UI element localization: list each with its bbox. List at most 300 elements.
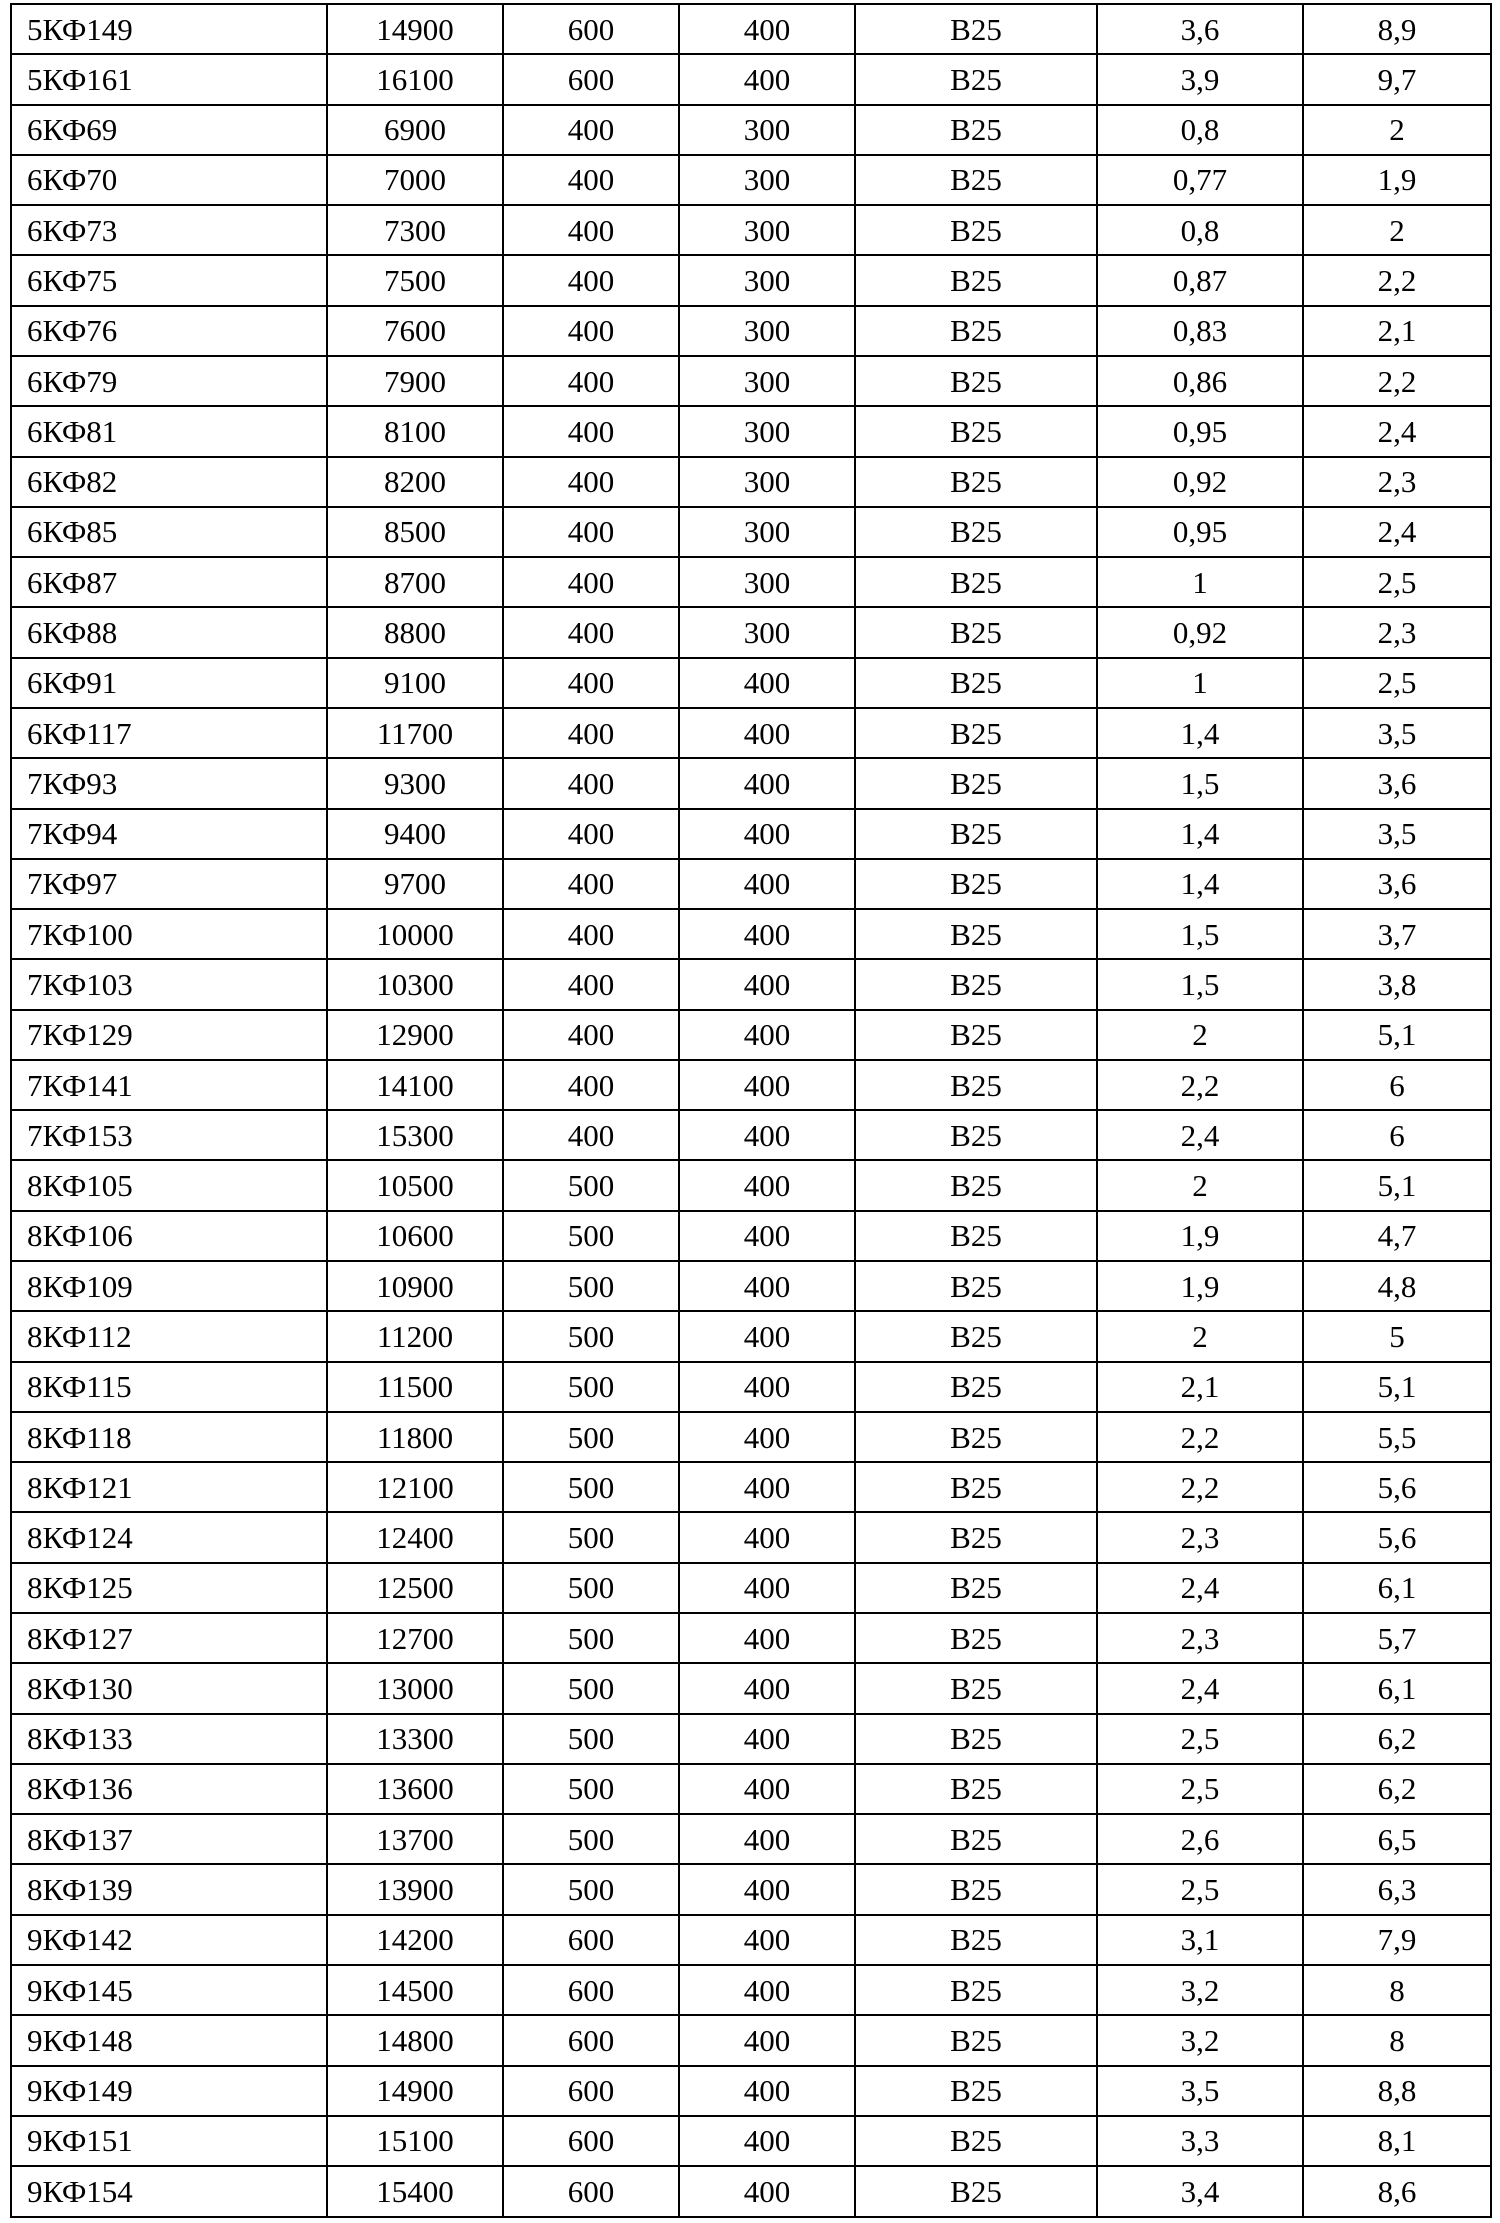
cell-concrete-class: B25 — [855, 1512, 1097, 1562]
cell-concrete-class: B25 — [855, 1261, 1097, 1311]
cell-concrete-class: B25 — [855, 909, 1097, 959]
cell-height: 400 — [679, 1010, 855, 1060]
cell-height: 400 — [679, 959, 855, 1009]
cell-mark: 6КФ88 — [11, 607, 327, 657]
cell-weight: 6 — [1303, 1110, 1491, 1160]
cell-length: 10900 — [327, 1261, 503, 1311]
cell-mark: 6КФ117 — [11, 708, 327, 758]
cell-length: 7500 — [327, 255, 503, 305]
table-row — [11, 255, 1491, 305]
cell-volume: 1,4 — [1097, 809, 1303, 859]
cell-height: 400 — [679, 2166, 855, 2217]
cell-height: 300 — [679, 457, 855, 507]
cell-weight: 3,5 — [1303, 809, 1491, 859]
table-row — [11, 909, 1491, 959]
cell-weight: 2,1 — [1303, 306, 1491, 356]
cell-width: 500 — [503, 1160, 679, 1210]
cell-concrete-class: B25 — [855, 105, 1097, 155]
cell-concrete-class: B25 — [855, 1663, 1097, 1713]
cell-width: 400 — [503, 356, 679, 406]
cell-length: 11700 — [327, 708, 503, 758]
cell-concrete-class: B25 — [855, 507, 1097, 557]
cell-volume: 2 — [1097, 1010, 1303, 1060]
cell-height: 400 — [679, 1663, 855, 1713]
cell-length: 12400 — [327, 1512, 503, 1562]
cell-concrete-class: B25 — [855, 1965, 1097, 2015]
cell-length: 10300 — [327, 959, 503, 1009]
cell-length: 7000 — [327, 155, 503, 205]
cell-length: 14200 — [327, 1915, 503, 1965]
cell-mark: 7КФ103 — [11, 959, 327, 1009]
cell-height: 300 — [679, 155, 855, 205]
cell-weight: 8 — [1303, 2015, 1491, 2065]
table-row — [11, 2066, 1491, 2116]
cell-concrete-class: B25 — [855, 1412, 1097, 1462]
table-row — [11, 1010, 1491, 1060]
table-row — [11, 1663, 1491, 1713]
table-row — [11, 658, 1491, 708]
cell-concrete-class: B25 — [855, 1010, 1097, 1060]
cell-mark: 8КФ112 — [11, 1311, 327, 1361]
cell-concrete-class: B25 — [855, 2116, 1097, 2166]
cell-height: 400 — [679, 1211, 855, 1261]
cell-volume: 2,2 — [1097, 1060, 1303, 1110]
cell-width: 400 — [503, 909, 679, 959]
cell-volume: 2,4 — [1097, 1110, 1303, 1160]
cell-length: 14900 — [327, 4, 503, 54]
cell-mark: 6КФ79 — [11, 356, 327, 406]
cell-volume: 0,87 — [1097, 255, 1303, 305]
cell-volume: 2,2 — [1097, 1412, 1303, 1462]
cell-mark: 9КФ149 — [11, 2066, 327, 2116]
cell-width: 500 — [503, 1311, 679, 1361]
table-row — [11, 859, 1491, 909]
cell-height: 400 — [679, 1764, 855, 1814]
cell-width: 500 — [503, 1864, 679, 1914]
cell-weight: 2,5 — [1303, 557, 1491, 607]
cell-mark: 6КФ75 — [11, 255, 327, 305]
cell-volume: 2,5 — [1097, 1764, 1303, 1814]
cell-length: 8500 — [327, 507, 503, 557]
cell-mark: 8КФ125 — [11, 1563, 327, 1613]
cell-mark: 8КФ136 — [11, 1764, 327, 1814]
table-row — [11, 4, 1491, 54]
cell-weight: 3,5 — [1303, 708, 1491, 758]
cell-concrete-class: B25 — [855, 155, 1097, 205]
cell-concrete-class: B25 — [855, 1563, 1097, 1613]
cell-height: 400 — [679, 809, 855, 859]
cell-mark: 8КФ127 — [11, 1613, 327, 1663]
cell-volume: 3,6 — [1097, 4, 1303, 54]
table-row — [11, 1362, 1491, 1412]
cell-volume: 2,3 — [1097, 1512, 1303, 1562]
cell-concrete-class: B25 — [855, 1864, 1097, 1914]
cell-width: 500 — [503, 1412, 679, 1462]
cell-weight: 5,7 — [1303, 1613, 1491, 1663]
cell-height: 300 — [679, 406, 855, 456]
cell-volume: 3,4 — [1097, 2166, 1303, 2217]
cell-volume: 3,1 — [1097, 1915, 1303, 1965]
cell-weight: 2,3 — [1303, 457, 1491, 507]
cell-width: 500 — [503, 1663, 679, 1713]
cell-concrete-class: B25 — [855, 54, 1097, 104]
cell-height: 400 — [679, 2015, 855, 2065]
cell-height: 400 — [679, 54, 855, 104]
table-row — [11, 457, 1491, 507]
cell-mark: 7КФ93 — [11, 758, 327, 808]
table-row — [11, 1261, 1491, 1311]
cell-mark: 6КФ81 — [11, 406, 327, 456]
cell-width: 400 — [503, 557, 679, 607]
cell-mark: 8КФ133 — [11, 1714, 327, 1764]
cell-volume: 3,3 — [1097, 2116, 1303, 2166]
cell-mark: 8КФ121 — [11, 1462, 327, 1512]
table-row — [11, 1060, 1491, 1110]
cell-volume: 1,4 — [1097, 708, 1303, 758]
cell-width: 400 — [503, 255, 679, 305]
cell-length: 6900 — [327, 105, 503, 155]
cell-concrete-class: B25 — [855, 658, 1097, 708]
table-row — [11, 1160, 1491, 1210]
cell-volume: 2,5 — [1097, 1864, 1303, 1914]
cell-weight: 6,3 — [1303, 1864, 1491, 1914]
cell-concrete-class: B25 — [855, 859, 1097, 909]
cell-volume: 0,83 — [1097, 306, 1303, 356]
cell-height: 400 — [679, 909, 855, 959]
cell-width: 600 — [503, 54, 679, 104]
cell-concrete-class: B25 — [855, 1814, 1097, 1864]
cell-width: 400 — [503, 1060, 679, 1110]
table-row — [11, 1613, 1491, 1663]
cell-width: 600 — [503, 4, 679, 54]
cell-length: 14100 — [327, 1060, 503, 1110]
cell-length: 16100 — [327, 54, 503, 104]
table-row — [11, 2116, 1491, 2166]
cell-volume: 2,4 — [1097, 1663, 1303, 1713]
cell-length: 9300 — [327, 758, 503, 808]
cell-width: 400 — [503, 105, 679, 155]
table-row — [11, 1412, 1491, 1462]
cell-width: 500 — [503, 1362, 679, 1412]
cell-height: 300 — [679, 105, 855, 155]
cell-width: 600 — [503, 2066, 679, 2116]
cell-concrete-class: B25 — [855, 4, 1097, 54]
cell-height: 400 — [679, 658, 855, 708]
cell-height: 400 — [679, 1060, 855, 1110]
cell-length: 11800 — [327, 1412, 503, 1462]
table-body — [11, 4, 1491, 2217]
cell-width: 400 — [503, 507, 679, 557]
cell-height: 400 — [679, 1512, 855, 1562]
cell-width: 400 — [503, 205, 679, 255]
cell-length: 11200 — [327, 1311, 503, 1361]
cell-mark: 6КФ91 — [11, 658, 327, 708]
cell-weight: 5,6 — [1303, 1512, 1491, 1562]
cell-length: 9400 — [327, 809, 503, 859]
cell-length: 14800 — [327, 2015, 503, 2065]
cell-weight: 2 — [1303, 205, 1491, 255]
table-row — [11, 1764, 1491, 1814]
table-row — [11, 708, 1491, 758]
table-row — [11, 959, 1491, 1009]
cell-width: 400 — [503, 859, 679, 909]
cell-mark: 9КФ148 — [11, 2015, 327, 2065]
cell-concrete-class: B25 — [855, 306, 1097, 356]
cell-height: 300 — [679, 607, 855, 657]
cell-weight: 3,6 — [1303, 859, 1491, 909]
cell-weight: 5,6 — [1303, 1462, 1491, 1512]
cell-length: 10600 — [327, 1211, 503, 1261]
cell-mark: 8КФ118 — [11, 1412, 327, 1462]
cell-length: 14900 — [327, 2066, 503, 2116]
cell-volume: 2,6 — [1097, 1814, 1303, 1864]
table-row — [11, 607, 1491, 657]
cell-weight: 8,9 — [1303, 4, 1491, 54]
cell-mark: 9КФ151 — [11, 2116, 327, 2166]
cell-mark: 9КФ145 — [11, 1965, 327, 2015]
cell-weight: 5,5 — [1303, 1412, 1491, 1462]
table-row — [11, 1965, 1491, 2015]
cell-weight: 8,8 — [1303, 2066, 1491, 2116]
cell-weight: 3,7 — [1303, 909, 1491, 959]
cell-weight: 2 — [1303, 105, 1491, 155]
cell-weight: 3,6 — [1303, 758, 1491, 808]
cell-concrete-class: B25 — [855, 406, 1097, 456]
cell-height: 300 — [679, 356, 855, 406]
cell-height: 400 — [679, 1110, 855, 1160]
cell-width: 400 — [503, 959, 679, 1009]
cell-concrete-class: B25 — [855, 1462, 1097, 1512]
cell-length: 13300 — [327, 1714, 503, 1764]
cell-mark: 7КФ129 — [11, 1010, 327, 1060]
cell-length: 8800 — [327, 607, 503, 657]
cell-height: 300 — [679, 255, 855, 305]
cell-weight: 6,1 — [1303, 1663, 1491, 1713]
cell-concrete-class: B25 — [855, 809, 1097, 859]
cell-mark: 8КФ109 — [11, 1261, 327, 1311]
cell-height: 400 — [679, 1462, 855, 1512]
table-row — [11, 356, 1491, 406]
cell-width: 400 — [503, 406, 679, 456]
cell-length: 8700 — [327, 557, 503, 607]
cell-width: 400 — [503, 758, 679, 808]
cell-length: 9100 — [327, 658, 503, 708]
cell-concrete-class: B25 — [855, 708, 1097, 758]
cell-height: 300 — [679, 205, 855, 255]
cell-volume: 2,5 — [1097, 1714, 1303, 1764]
cell-weight: 6,2 — [1303, 1714, 1491, 1764]
table-row — [11, 54, 1491, 104]
table-row — [11, 507, 1491, 557]
cell-volume: 0,8 — [1097, 205, 1303, 255]
cell-height: 400 — [679, 1965, 855, 2015]
document-page — [10, 3, 1490, 2218]
table-row — [11, 105, 1491, 155]
cell-mark: 9КФ142 — [11, 1915, 327, 1965]
cell-height: 400 — [679, 1160, 855, 1210]
cell-height: 300 — [679, 306, 855, 356]
cell-mark: 6КФ82 — [11, 457, 327, 507]
cell-width: 400 — [503, 658, 679, 708]
cell-height: 400 — [679, 1311, 855, 1361]
table-row — [11, 406, 1491, 456]
cell-weight: 8 — [1303, 1965, 1491, 2015]
cell-width: 400 — [503, 457, 679, 507]
table-row — [11, 2166, 1491, 2217]
cell-length: 7300 — [327, 205, 503, 255]
cell-height: 400 — [679, 1412, 855, 1462]
cell-weight: 6,1 — [1303, 1563, 1491, 1613]
cell-weight: 5 — [1303, 1311, 1491, 1361]
cell-concrete-class: B25 — [855, 205, 1097, 255]
table-row — [11, 1311, 1491, 1361]
cell-volume: 0,95 — [1097, 406, 1303, 456]
cell-height: 400 — [679, 758, 855, 808]
cell-mark: 6КФ73 — [11, 205, 327, 255]
cell-width: 500 — [503, 1563, 679, 1613]
cell-height: 400 — [679, 1864, 855, 1914]
cell-volume: 1 — [1097, 658, 1303, 708]
cell-weight: 8,1 — [1303, 2116, 1491, 2166]
cell-volume: 1,5 — [1097, 959, 1303, 1009]
cell-width: 500 — [503, 1211, 679, 1261]
cell-height: 400 — [679, 708, 855, 758]
cell-volume: 0,92 — [1097, 457, 1303, 507]
cell-height: 300 — [679, 507, 855, 557]
table-row — [11, 155, 1491, 205]
table-row — [11, 1714, 1491, 1764]
cell-length: 10500 — [327, 1160, 503, 1210]
cell-height: 400 — [679, 1261, 855, 1311]
cell-mark: 7КФ153 — [11, 1110, 327, 1160]
cell-concrete-class: B25 — [855, 607, 1097, 657]
cell-mark: 9КФ154 — [11, 2166, 327, 2217]
cell-mark: 6КФ85 — [11, 507, 327, 557]
cell-width: 400 — [503, 1110, 679, 1160]
cell-concrete-class: B25 — [855, 2015, 1097, 2065]
cell-width: 600 — [503, 2166, 679, 2217]
cell-concrete-class: B25 — [855, 2166, 1097, 2217]
cell-volume: 2,3 — [1097, 1613, 1303, 1663]
cell-height: 400 — [679, 1915, 855, 1965]
cell-length: 9700 — [327, 859, 503, 909]
cell-weight: 1,9 — [1303, 155, 1491, 205]
cell-concrete-class: B25 — [855, 959, 1097, 1009]
cell-volume: 2 — [1097, 1160, 1303, 1210]
cell-length: 8200 — [327, 457, 503, 507]
table-row — [11, 306, 1491, 356]
table-row — [11, 1110, 1491, 1160]
table-row — [11, 1915, 1491, 1965]
cell-length: 13700 — [327, 1814, 503, 1864]
cell-concrete-class: B25 — [855, 356, 1097, 406]
cell-width: 500 — [503, 1261, 679, 1311]
cell-length: 11500 — [327, 1362, 503, 1412]
cell-length: 15300 — [327, 1110, 503, 1160]
cell-weight: 4,8 — [1303, 1261, 1491, 1311]
cell-volume: 2,4 — [1097, 1563, 1303, 1613]
cell-width: 500 — [503, 1462, 679, 1512]
cell-concrete-class: B25 — [855, 1915, 1097, 1965]
cell-concrete-class: B25 — [855, 1311, 1097, 1361]
cell-volume: 3,2 — [1097, 1965, 1303, 2015]
cell-length: 8100 — [327, 406, 503, 456]
cell-weight: 5,1 — [1303, 1010, 1491, 1060]
cell-volume: 1,9 — [1097, 1261, 1303, 1311]
cell-mark: 8КФ130 — [11, 1663, 327, 1713]
cell-length: 10000 — [327, 909, 503, 959]
cell-weight: 2,4 — [1303, 507, 1491, 557]
table-row — [11, 1814, 1491, 1864]
cell-length: 7600 — [327, 306, 503, 356]
cell-volume: 0,95 — [1097, 507, 1303, 557]
cell-weight: 5,1 — [1303, 1160, 1491, 1210]
cell-length: 13600 — [327, 1764, 503, 1814]
cell-weight: 2,3 — [1303, 607, 1491, 657]
cell-length: 12100 — [327, 1462, 503, 1512]
cell-width: 500 — [503, 1764, 679, 1814]
cell-mark: 8КФ115 — [11, 1362, 327, 1412]
cell-concrete-class: B25 — [855, 1764, 1097, 1814]
cell-height: 400 — [679, 1814, 855, 1864]
cell-mark: 5КФ149 — [11, 4, 327, 54]
cell-mark: 8КФ106 — [11, 1211, 327, 1261]
specification-table — [10, 3, 1492, 2218]
cell-concrete-class: B25 — [855, 1613, 1097, 1663]
cell-concrete-class: B25 — [855, 557, 1097, 607]
cell-height: 400 — [679, 1362, 855, 1412]
cell-length: 12500 — [327, 1563, 503, 1613]
cell-length: 15100 — [327, 2116, 503, 2166]
cell-width: 600 — [503, 2015, 679, 2065]
cell-mark: 8КФ137 — [11, 1814, 327, 1864]
cell-width: 400 — [503, 306, 679, 356]
cell-width: 400 — [503, 809, 679, 859]
cell-volume: 1,5 — [1097, 909, 1303, 959]
cell-mark: 5КФ161 — [11, 54, 327, 104]
cell-weight: 2,5 — [1303, 658, 1491, 708]
cell-width: 600 — [503, 1965, 679, 2015]
cell-volume: 2,2 — [1097, 1462, 1303, 1512]
cell-weight: 6 — [1303, 1060, 1491, 1110]
cell-mark: 6КФ69 — [11, 105, 327, 155]
cell-weight: 3,8 — [1303, 959, 1491, 1009]
cell-height: 400 — [679, 2116, 855, 2166]
cell-length: 12700 — [327, 1613, 503, 1663]
cell-mark: 6КФ87 — [11, 557, 327, 607]
cell-length: 15400 — [327, 2166, 503, 2217]
cell-concrete-class: B25 — [855, 457, 1097, 507]
table-row — [11, 205, 1491, 255]
cell-length: 7900 — [327, 356, 503, 406]
cell-width: 400 — [503, 1010, 679, 1060]
cell-height: 400 — [679, 1563, 855, 1613]
cell-weight: 9,7 — [1303, 54, 1491, 104]
cell-concrete-class: B25 — [855, 1110, 1097, 1160]
cell-volume: 1,5 — [1097, 758, 1303, 808]
cell-concrete-class: B25 — [855, 1160, 1097, 1210]
cell-concrete-class: B25 — [855, 1211, 1097, 1261]
table-row — [11, 1512, 1491, 1562]
cell-concrete-class: B25 — [855, 1362, 1097, 1412]
cell-height: 400 — [679, 4, 855, 54]
cell-volume: 2,1 — [1097, 1362, 1303, 1412]
cell-volume: 3,2 — [1097, 2015, 1303, 2065]
cell-concrete-class: B25 — [855, 1714, 1097, 1764]
cell-volume: 0,86 — [1097, 356, 1303, 406]
cell-volume: 3,9 — [1097, 54, 1303, 104]
cell-height: 400 — [679, 1714, 855, 1764]
